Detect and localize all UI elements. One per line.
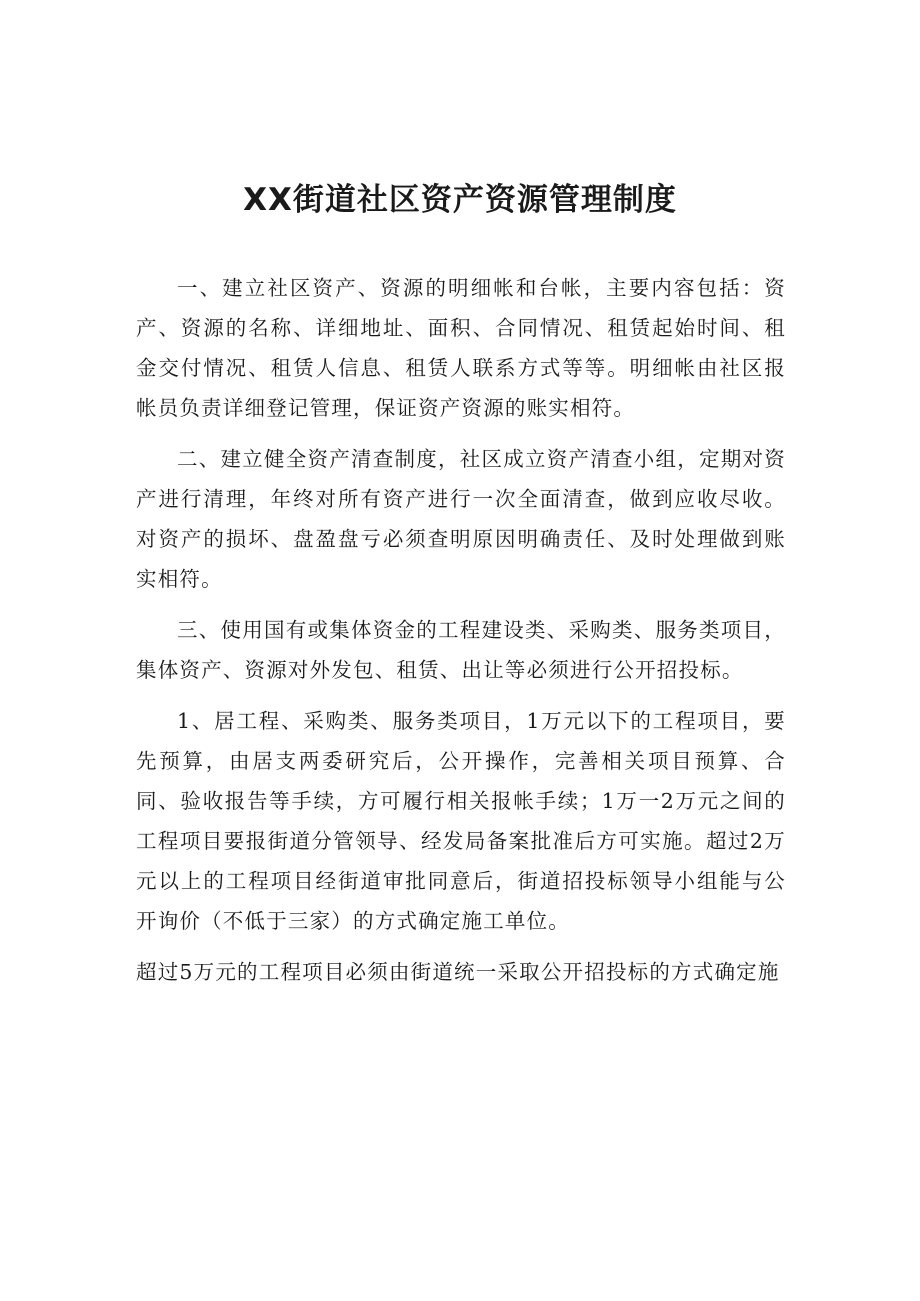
paragraph-large-projects: 超过5万元的工程项目必须由街道统一采取公开招投标的方式确定施 <box>136 960 780 984</box>
paragraph-public-bidding: 三、使用国有或集体资金的工程建设类、采购类、服务类项目，集体资产、资源对外发包、租赁、出让等必须进行公开招投标。 <box>136 618 786 682</box>
paragraph-project-thresholds: 1、居工程、采购类、服务类项目，1万元以下的工程项目，要先预算，由居支两委研究后，公开操作，完善相关项目预算、合同、验收报告等手续，方可履行相关报帐手续；1万一2万元之间的工程项目要报街道分管领导、经发局备案批准后方可实施。超过2万元以上的工程项目经街道审批同意后，街道招投标领导小组能与公开询价（不低于三家）的方式确定施工单位。 <box>136 709 786 933</box>
document-title: XX街道社区资产资源管理制度 <box>243 182 677 218</box>
paragraph-asset-inventory: 二、建立健全资产清查制度，社区成立资产清查小组，定期对资产进行清理，年终对所有资产进行一次全面清查，做到应收尽收。对资产的损坏、盘盈盘亏必须查明原因明确责任、及时处理做到账实相符。 <box>136 447 786 591</box>
document-body <box>136 268 786 1003</box>
paragraph-asset-ledger: 一、建立社区资产、资源的明细帐和台帐，主要内容包括：资产、资源的名称、详细地址、面积、合同情况、租赁起始时间、租金交付情况、租赁人信息、租赁人联系方式等等。明细帐由社区报帐员负责详细登记管理，保证资产资源的账实相符。 <box>136 276 786 420</box>
